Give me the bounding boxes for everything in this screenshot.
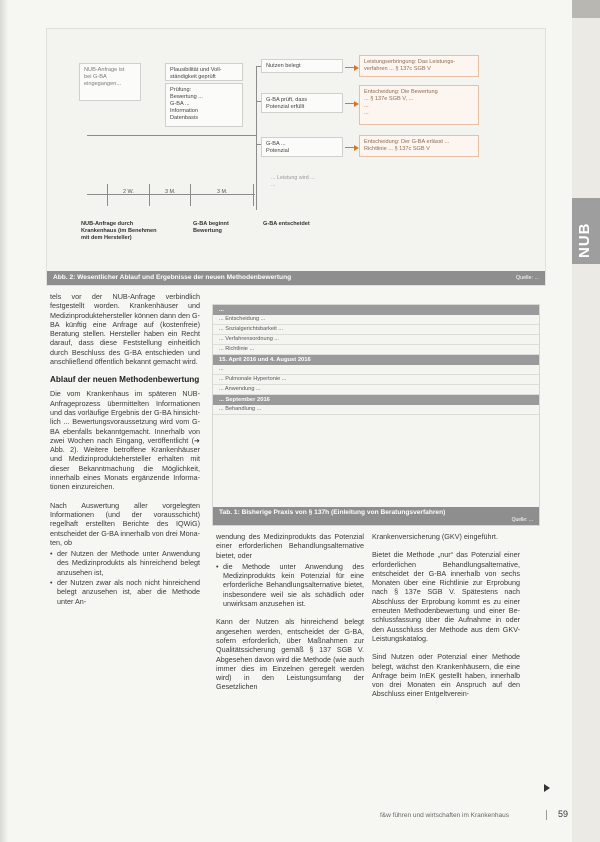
tab-band bbox=[572, 0, 600, 18]
table-section-heading: 15. April 2016 und 4. August 2016 bbox=[213, 355, 539, 365]
label-bewertung: G-BA beginnt Bewertung bbox=[193, 221, 229, 234]
column-1 bbox=[50, 292, 200, 607]
result-2: Entscheidung: Die Bewertung ... § 137e SGB V, ... ... ... bbox=[359, 85, 479, 125]
box-nutzen-belegt: Nutzen belegt bbox=[261, 59, 343, 73]
arrow-1 bbox=[345, 67, 355, 68]
bullet-item: • der Nutzen zwar als noch nicht hinreichend belegt anzusehen ist, aber die Methode unter An- bbox=[50, 578, 200, 606]
paragraph: Nach Auswertung aller vorgelegten Informationen (und der vorausschicht) regelhaft erstellten Berichte des IQWiG) entscheidet der G-BA innerhalb von drei Monaten, ob bbox=[50, 500, 200, 547]
table-caption bbox=[213, 507, 539, 525]
bullet-item: • die Methode unter Anwendung des Medizinprodukts kein Potenzial für eine erforderliche Behandlungsalternative bietet, insbesondere weil sie als schädlich oder unwirksam anzusehen ist. bbox=[216, 562, 364, 608]
time-marker-2 bbox=[190, 184, 191, 206]
scan-edge bbox=[0, 0, 8, 842]
bullet-item: • der Nutzen der Methode unter Anwendung des Medizinprodukts als hinreichend belegt anzusehen ist, bbox=[50, 549, 200, 577]
paragraph: Krankenversicherung (GKV) eingeführt. bbox=[372, 532, 498, 541]
box-potenzial: G-BA prüft, dass Potenzial erfüllt bbox=[261, 93, 343, 113]
paragraph: Die vom Krankenhaus im späteren NUB-Anfrageprozess übermittelten Informationen und das vorläufige Ergebnis der G-BA hinsichtlich ... Bewertungsvoraussetzung wird vom G-BA ebenfalls bekanntgemacht. Innerhalb von zwei Wochen nach Eingang, veröffentlicht (➜ Abb. 2). Weitere betroffene Krankenhäuser und Medizinproduktehersteller erhalten mit dieser Bekanntmachung die Möglichkeit, innerhalb eines Monats ergänzende Informationen einzureichen. bbox=[50, 389, 200, 492]
figure-note: ... Leistung wird ... ... bbox=[271, 175, 315, 188]
table-row: ... Entscheidung ... bbox=[213, 315, 539, 325]
time-marker-1 bbox=[149, 184, 150, 206]
section-heading: Ablauf der neuen Methodenbewertung bbox=[50, 375, 200, 385]
result-3: Entscheidung: Der G-BA erlässt ... Richtlinie ... § 137c SGB V bbox=[359, 135, 479, 157]
box-kein-potenzial: G-BA ... Potenzial bbox=[261, 137, 343, 157]
table-row: ... Richtlinie ... bbox=[213, 345, 539, 355]
result-1: Leistungserbringung: Das Leistungs- verfahren ... § 137c SGB V bbox=[359, 55, 479, 77]
practice-table bbox=[212, 304, 540, 526]
paragraph: Bietet die Methode „nur“ das Potenzial einer erforderlichen Behandlungsalternative, entscheidet der G-BA innerhalb von sechs Monaten über eine Richtlinie zur Erprobung nach § 137e SGB V. Spätestens nach Abschluss der Erprobung kommt es zu einer erneuten Methodenbewertung und einer Beschlussfassung über die Aufnahme in oder den Ausschluss der Methode aus dem GKV-Leistungskatalog. bbox=[372, 550, 520, 643]
figure-source: Quelle: ... bbox=[515, 275, 539, 281]
tab-label: NUB bbox=[576, 222, 593, 258]
process-figure bbox=[46, 28, 546, 286]
box-submit: NUB-Anfrage ist bei G-BA eingegangen... bbox=[79, 63, 141, 101]
page-footer bbox=[380, 808, 580, 822]
publication-name: f&w führen und wirtschaften im Krankenhaus bbox=[380, 812, 509, 819]
box-review: Prüfung: Bewertung ... G-BA ... Information Datenbasis bbox=[165, 83, 243, 127]
time-marker-0 bbox=[107, 184, 108, 206]
paragraph: Sind Nutzen oder Potenzial einer Methode belegt, wächst den Krankenhäusern, die eine Anfrage beim InEK gestellt haben, innerhalb von drei Monaten ein Anspruch auf den Abschluss einer Entgeltverein- bbox=[372, 652, 520, 699]
paragraph: Kann der Nutzen als hinreichend belegt angesehen werden, entscheidet der G-BA, sofern erforderlich, über Maßnahmen zur Qualitätssicherung gemäß § 137 SGB V. Abgesehen davon wird die Methode (wie auch immer dies im Einzelnen geregelt werden wird) in den Leistungsumfang der Gesetzlichen bbox=[216, 617, 364, 692]
table-section-heading: ... bbox=[213, 305, 539, 315]
table-source: Quelle: ... bbox=[511, 517, 533, 523]
table-row: ... Sozialgerichtsbarkeit ... bbox=[213, 325, 539, 335]
paragraph: tels vor der NUB-Anfrage verbindlich festgestellt worden. Krankenhäuser und Medizinproduktehersteller können dann den G-BA künftig eine Anfrage auf (kostenfreie) Beratung stellen. Hersteller haben ein Recht darauf, dass diese Feststellung einheitlich durch Beschluss des G-BA entschieden und anschließend öffentlich bekannt gemacht wird. bbox=[50, 292, 200, 367]
arrow-2 bbox=[345, 103, 355, 104]
figure-caption-text: Abb. 2: Wesentlicher Ablauf und Ergebnisse der neuen Methodenbewertung bbox=[53, 274, 292, 281]
table-row: ... Verfahrensordnung ... bbox=[213, 335, 539, 345]
table-section-heading: ... September 2016 bbox=[213, 395, 539, 405]
figure-caption bbox=[47, 271, 545, 285]
arrow-3 bbox=[345, 147, 355, 148]
table-row: ... Anwendung ... bbox=[213, 385, 539, 395]
table-row: ... bbox=[213, 365, 539, 375]
box-plausibility: Plausibilität und Voll- ständigkeit geprüft bbox=[165, 63, 243, 81]
table-caption-text: Tab. 1: Bisherige Praxis von § 137h (Einleitung von Beratungsverfahren) bbox=[219, 509, 446, 516]
column-3 bbox=[372, 532, 520, 708]
tick-label: 2 W. bbox=[123, 189, 134, 195]
column-2 bbox=[216, 532, 364, 701]
bullet-list bbox=[50, 549, 200, 606]
footer-divider bbox=[546, 810, 547, 820]
tick-label: 3 M. bbox=[165, 189, 176, 195]
bullet-list bbox=[216, 562, 364, 608]
label-entscheidung: G-BA entscheidet bbox=[263, 221, 310, 227]
page-number: 59 bbox=[558, 809, 569, 819]
table-row: ... Behandlung ... bbox=[213, 405, 539, 415]
paragraph: wendung des Medizinprodukts das Potenzial einer erforderlichen Behandlungsalternative bietet, oder bbox=[216, 532, 364, 560]
table-row: ... Pulmonale Hypertonie ... bbox=[213, 375, 539, 385]
continue-arrow-icon bbox=[544, 784, 550, 792]
section-tab bbox=[572, 0, 600, 842]
tick-label: 3 M. bbox=[217, 189, 228, 195]
branch-line bbox=[256, 66, 257, 210]
time-marker-3 bbox=[253, 184, 254, 206]
label-nub-anfrage: NUB-Anfrage durch Krankenhaus (im Benehmen mit dem Hersteller) bbox=[81, 221, 157, 241]
timeline bbox=[87, 135, 257, 136]
